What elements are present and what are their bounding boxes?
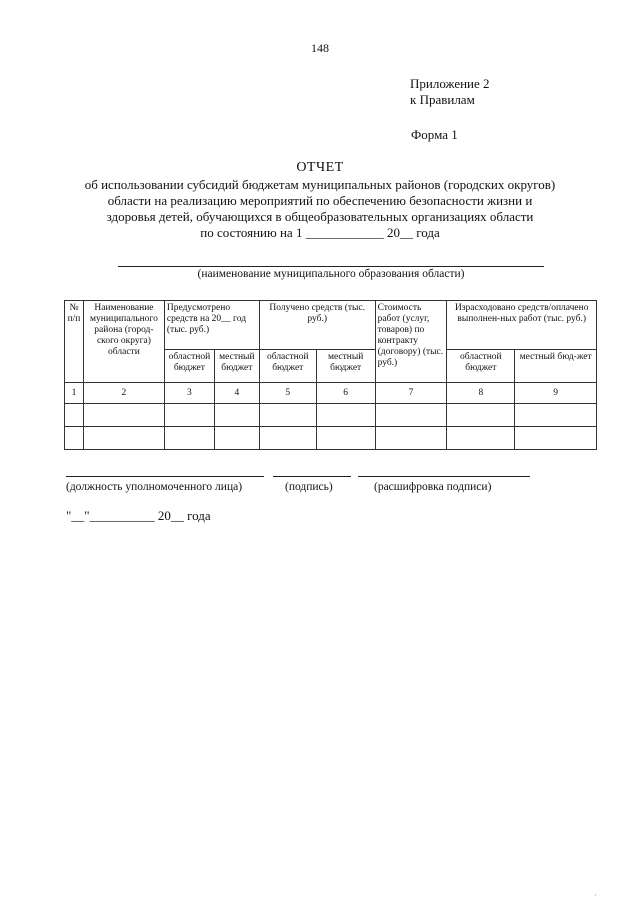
table-cell bbox=[447, 404, 515, 427]
table-cell bbox=[316, 427, 375, 450]
document-title: ОТЧЕТ bbox=[296, 160, 344, 175]
form-label: Форма 1 bbox=[411, 127, 458, 142]
table-cell bbox=[164, 404, 214, 427]
table-cell bbox=[447, 427, 515, 450]
page-number: 148 bbox=[311, 41, 329, 55]
header-name: Наименование муниципального района (город-ского округа) области bbox=[83, 301, 164, 383]
column-number: 9 bbox=[515, 383, 597, 404]
column-number: 5 bbox=[259, 383, 316, 404]
table-cell bbox=[259, 404, 316, 427]
column-number: 3 bbox=[164, 383, 214, 404]
subheader-spent-regional: областной бюджет bbox=[447, 350, 515, 383]
table-cell bbox=[214, 427, 259, 450]
org-name-caption: (наименование муниципального образования области) bbox=[197, 268, 465, 280]
table-cell bbox=[83, 404, 164, 427]
table-cell bbox=[65, 427, 84, 450]
table-row bbox=[65, 404, 597, 427]
decoding-caption: (расшифровка подписи) bbox=[374, 481, 492, 493]
column-number: 2 bbox=[83, 383, 164, 404]
table-cell bbox=[214, 404, 259, 427]
subheader-planned-regional: областной бюджет bbox=[164, 350, 214, 383]
position-caption: (должность уполномоченного лица) bbox=[66, 481, 243, 493]
appendix-line-1: Приложение 2 bbox=[410, 76, 490, 91]
subtitle-line-2: области на реализацию мероприятий по обеспечению безопасности жизни и bbox=[107, 193, 533, 208]
subheader-planned-local: местный бюджет bbox=[214, 350, 259, 383]
subheader-received-local: местный бюджет bbox=[316, 350, 375, 383]
document-subtitle bbox=[40, 177, 600, 241]
margin-mark: · bbox=[594, 891, 597, 900]
signature-caption: (подпись) bbox=[285, 481, 333, 493]
column-number: 4 bbox=[214, 383, 259, 404]
column-number: 6 bbox=[316, 383, 375, 404]
subtitle-line-3: здоровья детей, обучающихся в общеобразовательных организациях области bbox=[106, 209, 534, 224]
table-cell bbox=[375, 427, 447, 450]
report-table bbox=[64, 300, 597, 450]
header-num: № п/п bbox=[65, 301, 84, 383]
column-number: 8 bbox=[447, 383, 515, 404]
table-cell bbox=[164, 427, 214, 450]
org-name-field-line bbox=[118, 266, 544, 267]
subheader-received-regional: областной бюджет bbox=[259, 350, 316, 383]
date-line: "__"__________ 20__ года bbox=[66, 508, 211, 523]
column-number: 1 bbox=[65, 383, 84, 404]
table-cell bbox=[65, 404, 84, 427]
table-cell bbox=[259, 427, 316, 450]
header-cost: Стоимость работ (услуг, товаров) по контракту (договору) (тыс. руб.) bbox=[375, 301, 447, 383]
table-cell bbox=[515, 404, 597, 427]
header-received: Получено средств (тыс. руб.) bbox=[259, 301, 375, 350]
column-number: 7 bbox=[375, 383, 447, 404]
header-planned: Предусмотрено средств на 20__ год (тыс. руб.) bbox=[164, 301, 259, 350]
table-cell bbox=[515, 427, 597, 450]
position-signature-line bbox=[66, 476, 264, 477]
subheader-spent-local: местный бюд-жет bbox=[515, 350, 597, 383]
header-spent: Израсходовано средств/оплачено выполнен-ных работ (тыс. руб.) bbox=[447, 301, 597, 350]
table-cell bbox=[83, 427, 164, 450]
decoding-signature-line bbox=[358, 476, 530, 477]
table-header-row bbox=[65, 301, 597, 350]
column-number-row bbox=[65, 383, 597, 404]
table-cell bbox=[375, 404, 447, 427]
subtitle-line-1: об использовании субсидий бюджетам муниципальных районов (городских округов) bbox=[84, 177, 556, 192]
table-cell bbox=[316, 404, 375, 427]
signature-line bbox=[273, 476, 351, 477]
appendix-reference bbox=[410, 76, 490, 108]
subtitle-line-4: по состоянию на 1 ____________ 20__ года bbox=[200, 225, 440, 240]
appendix-line-2: к Правилам bbox=[410, 92, 475, 107]
table-row bbox=[65, 427, 597, 450]
